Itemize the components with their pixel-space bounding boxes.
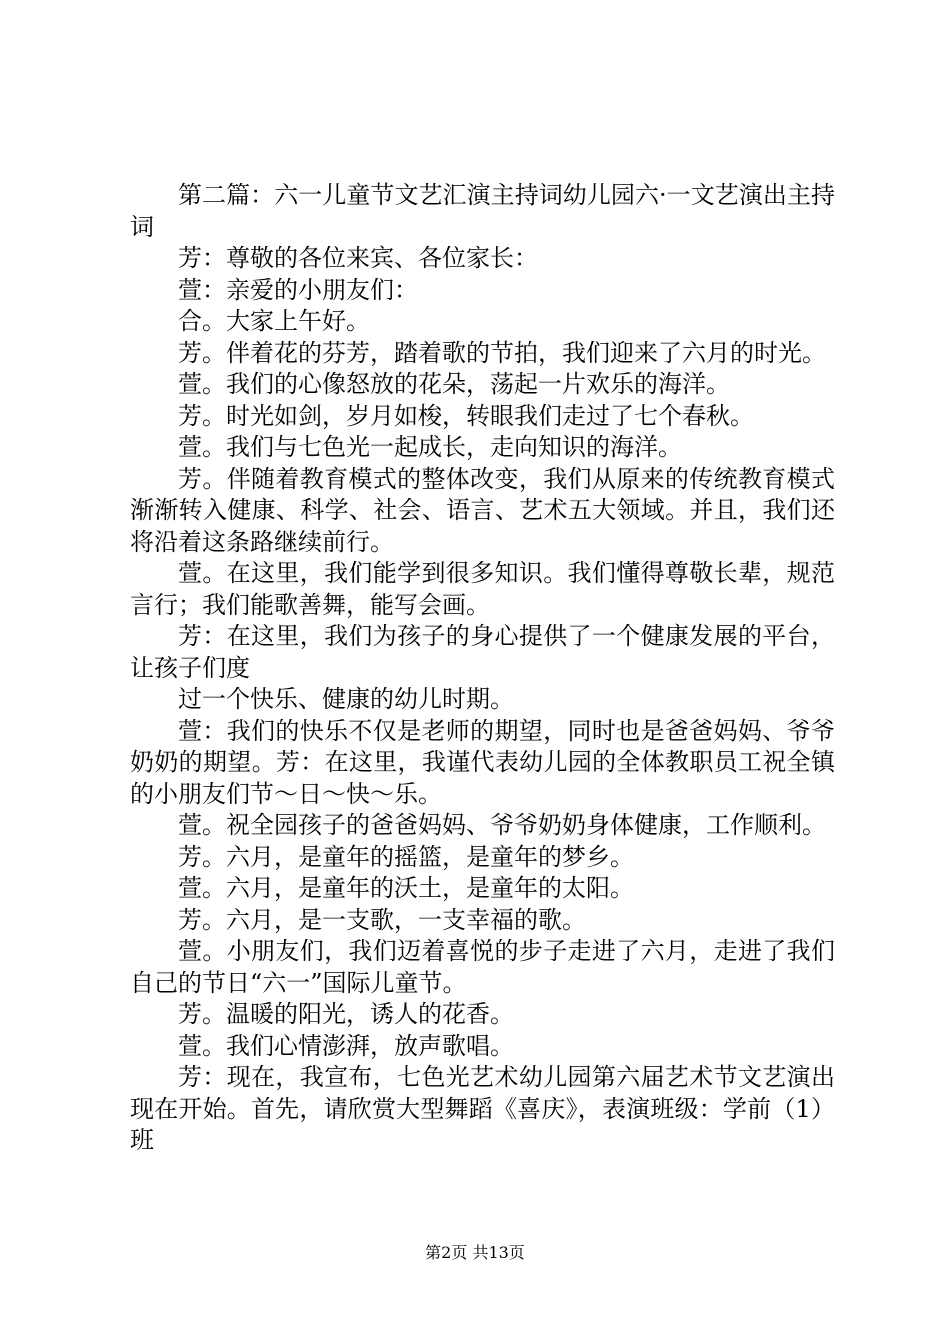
page-number: 第2页 共13页 xyxy=(425,1243,525,1262)
paragraph: 芳：现在，我宣布，七色光艺术幼儿园第六届艺术节文艺演出现在开始。首先，请欣赏大型舞蹈《喜庆》，表演班级：学前（1）班 xyxy=(130,1063,835,1154)
paragraph: 萱。我们心情澎湃，放声歌唱。 xyxy=(178,1031,514,1060)
paragraph: 萱。在这里，我们能学到很多知识。我们懂得尊敬长辈，规范言行；我们能歌善舞，能写会画。 xyxy=(130,559,835,619)
paragraph: 萱。六月，是童年的沃土，是童年的太阳。 xyxy=(178,874,634,902)
paragraph: 萱。小朋友们，我们迈着喜悦的步子走进了六月，走进了我们自己的节日“六一”国际儿童节。 xyxy=(130,937,835,997)
paragraph: 过一个快乐、健康的幼儿时期。 xyxy=(178,685,514,713)
paragraph: 芳。伴随着教育模式的整体改变，我们从原来的传统教育模式渐渐转入健康、科学、社会、语言、艺术五大领域。并且，我们还将沿着这条路继续前行。 xyxy=(130,464,835,556)
paragraph: 芳。六月，是一支歌，一支幸福的歌。 xyxy=(178,905,586,934)
section-heading: 第二篇：六一儿童节文艺汇演主持词幼儿园六·一文艺演出主持词 xyxy=(130,181,835,241)
paragraph: 萱。我们的心像怒放的花朵，荡起一片欢乐的海洋。 xyxy=(178,370,730,398)
paragraph: 芳。温暖的阳光，诱人的花香。 xyxy=(178,1000,514,1028)
document-body xyxy=(130,180,835,1157)
paragraph: 芳。时光如剑，岁月如梭，转眼我们走过了七个春秋。 xyxy=(178,401,754,430)
paragraph: 芳：尊敬的各位来宾、各位家长： xyxy=(178,244,538,272)
paragraph: 萱。祝全园孩子的爸爸妈妈、爷爷奶奶身体健康，工作顺利。 xyxy=(178,811,826,839)
paragraph: 萱：我们的快乐不仅是老师的期望，同时也是爸爸妈妈、爷爷奶奶的期望。芳：在这里，我谨代表幼儿园的全体教职员工祝全镇的小朋友们节～日～快～乐。 xyxy=(130,716,835,808)
paragraph: 芳。六月，是童年的摇篮，是童年的梦乡。 xyxy=(178,842,634,871)
paragraph: 合。大家上午好。 xyxy=(178,307,370,335)
paragraph: 芳：在这里，我们为孩子的身心提供了一个健康发展的平台，让孩子们度 xyxy=(130,622,835,682)
paragraph: 芳。伴着花的芬芳，踏着歌的节拍，我们迎来了六月的时光。 xyxy=(178,338,826,367)
paragraph: 萱。我们与七色光一起成长，走向知识的海洋。 xyxy=(178,433,682,461)
paragraph: 萱：亲爱的小朋友们： xyxy=(178,275,418,304)
